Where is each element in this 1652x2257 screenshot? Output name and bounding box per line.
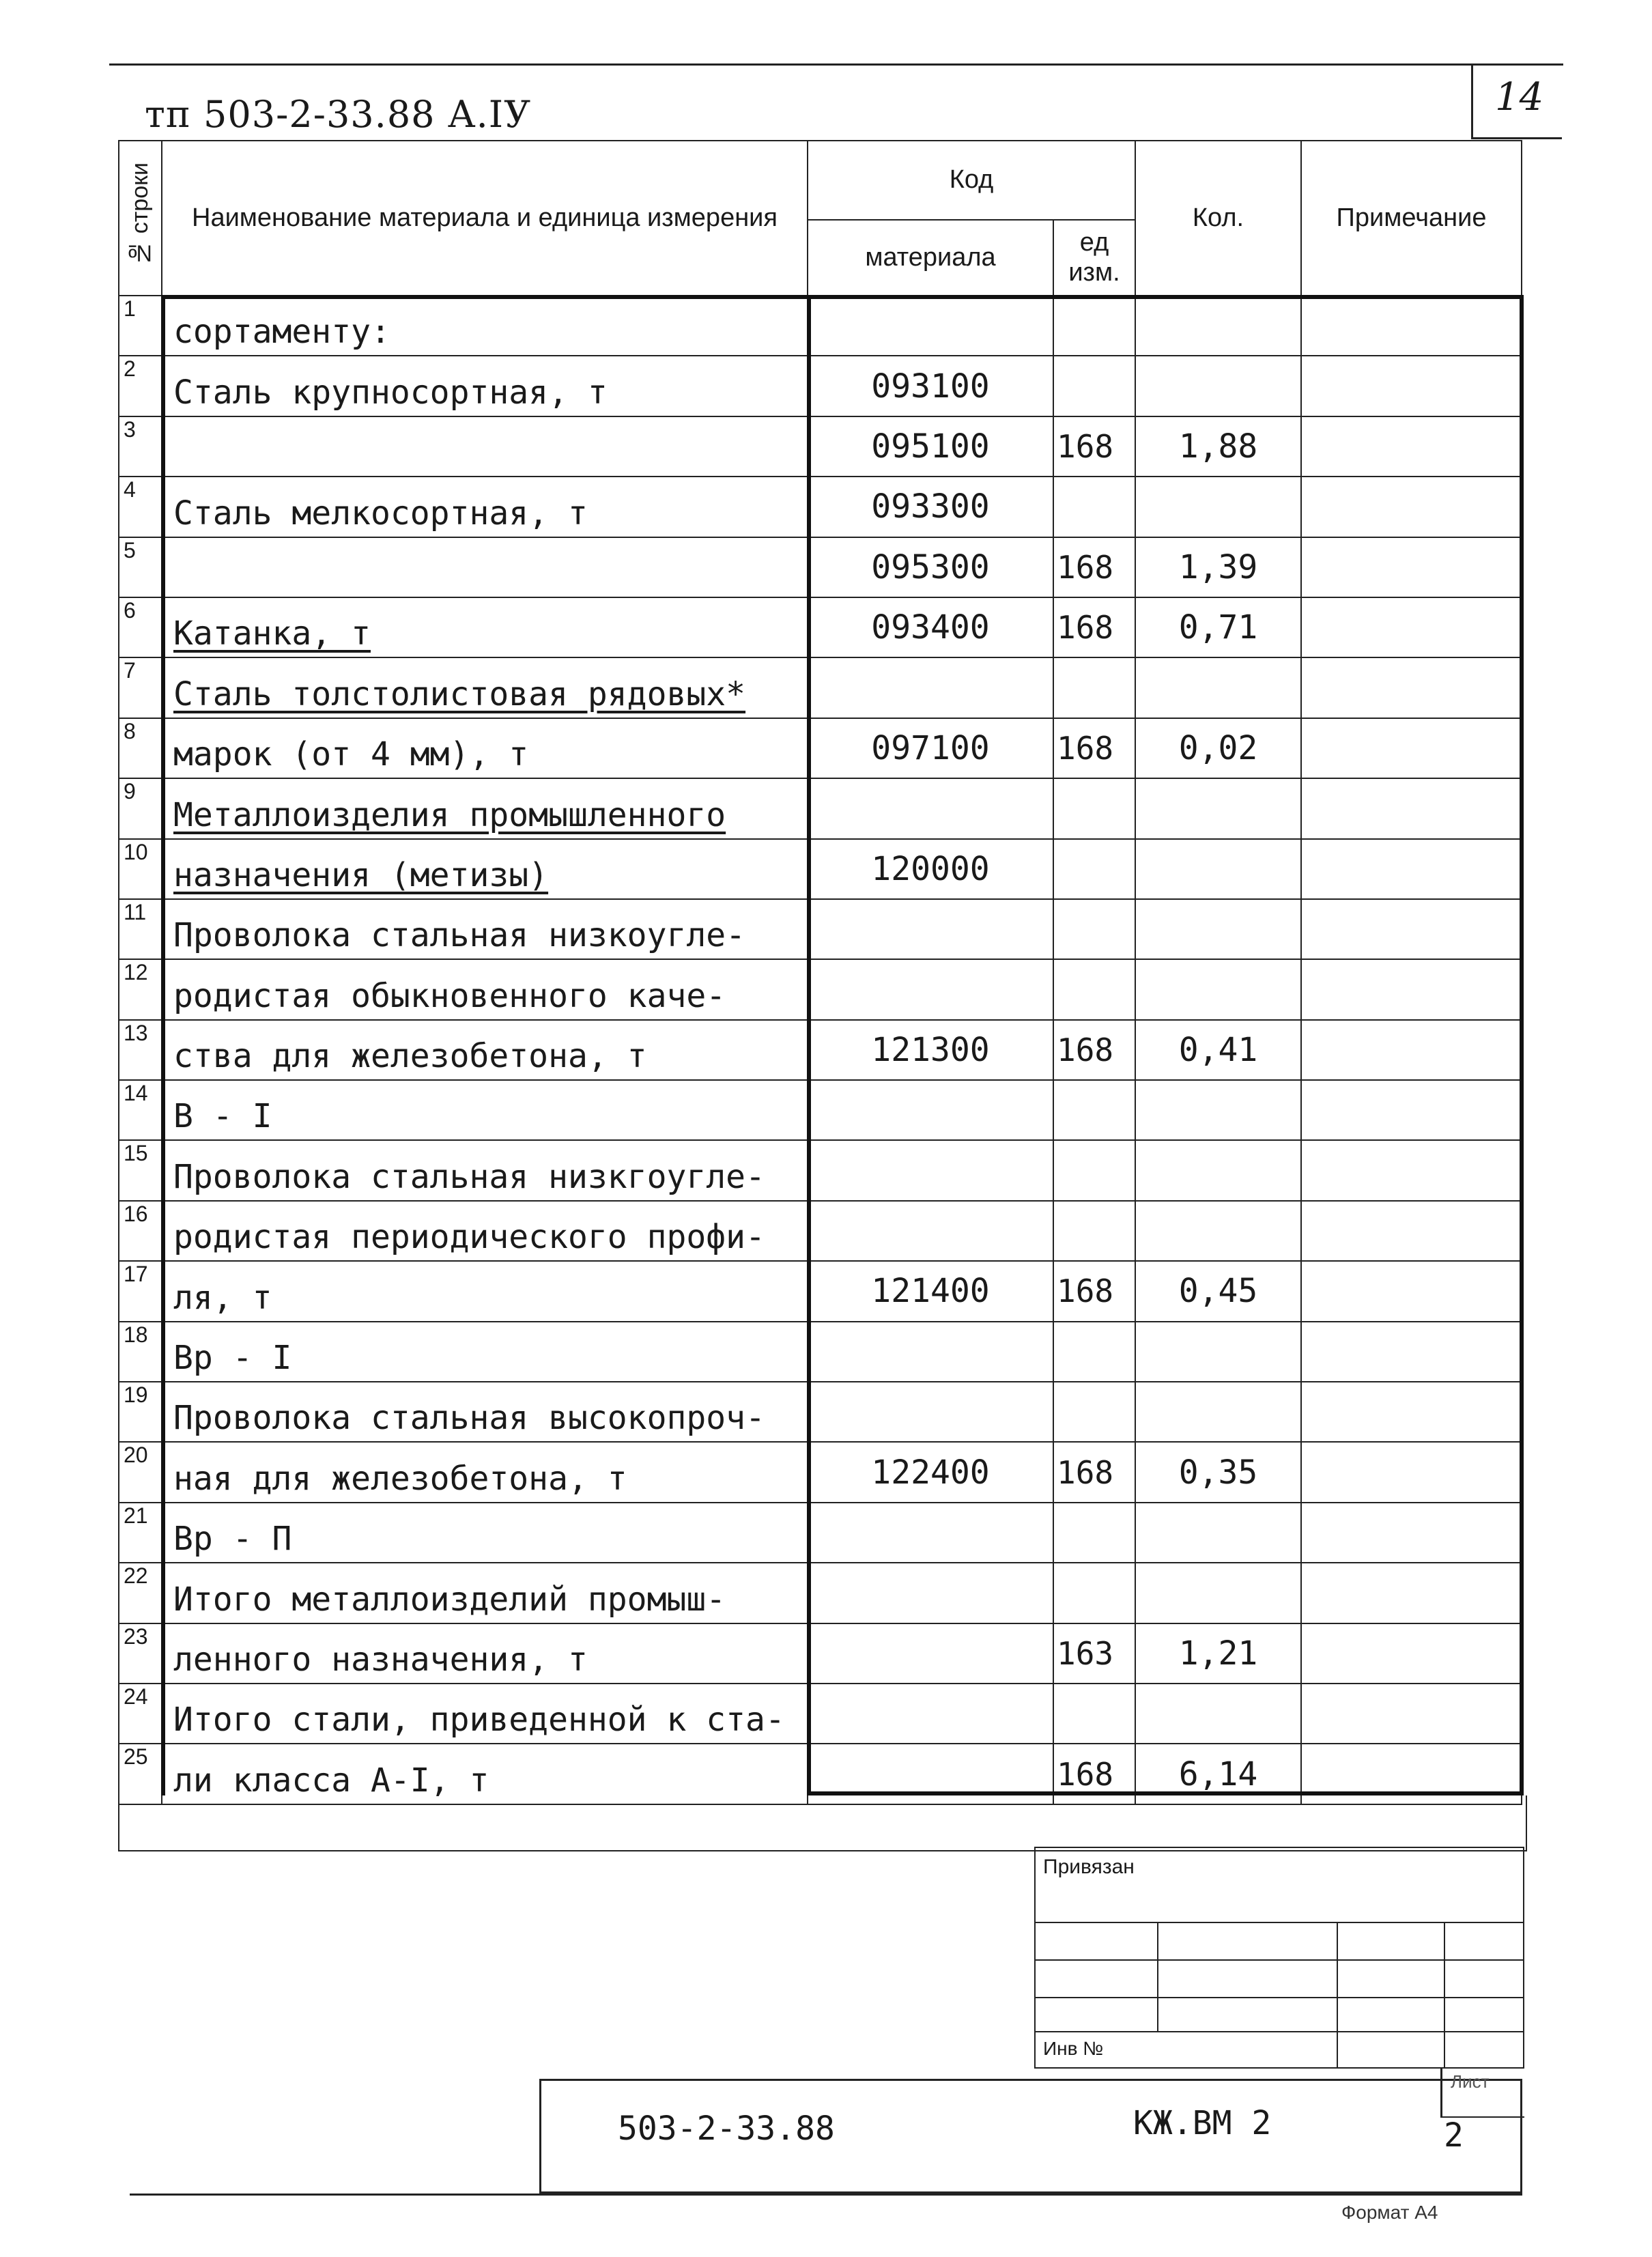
material-name-cell-text: ства для железобетона, т [173, 1037, 647, 1076]
material-code-cell-text: 121300 [871, 1030, 990, 1069]
material-name-cell-text: ленного назначения, т [173, 1640, 588, 1679]
stamp-divider [1157, 1922, 1158, 2031]
code-block-frame [807, 295, 1524, 1795]
header-note: Примечание [1301, 141, 1522, 296]
material-code-cell-text: 095300 [871, 548, 990, 586]
material-code-cell-text: 093100 [871, 367, 990, 406]
material-name-cell-text: Проволока стальная низкгоугле- [173, 1157, 765, 1196]
material-name-cell [162, 1020, 808, 1080]
inventory-label: Инв № [1043, 2038, 1104, 2059]
row-number-cell-text: 17 [124, 1262, 148, 1287]
row-number-cell-text: 18 [124, 1322, 148, 1347]
row-number-cell [119, 1563, 162, 1623]
quantity-cell-text: 0,45 [1178, 1272, 1258, 1311]
sheet-label: Лист [1451, 2071, 1490, 2092]
material-name-cell [162, 597, 808, 657]
material-name-cell-text: сортаменту: [173, 313, 390, 352]
material-name-cell-text: марок (от 4 мм), т [173, 735, 529, 774]
material-name-cell [162, 356, 808, 416]
header-code-group: Код [808, 141, 1135, 220]
material-name-cell-text: родистая обыкновенного каче- [173, 976, 726, 1015]
row-number-cell [119, 718, 162, 778]
stamp-line [1034, 1922, 1524, 1923]
unit-code-cell-text: 168 [1057, 1453, 1114, 1491]
row-number-cell [119, 1442, 162, 1502]
material-name-cell-text: назначения (метизы) [173, 855, 549, 894]
row-number-cell-text: 3 [124, 416, 136, 442]
row-number-cell [119, 1322, 162, 1382]
stamp-line [1034, 1997, 1524, 1998]
material-name-cell-text: ли класса А-I, т [173, 1761, 489, 1800]
material-name-cell [162, 416, 808, 477]
material-name-cell-text: Сталь мелкосортная, т [173, 494, 588, 533]
row-number-cell-text: 16 [124, 1201, 148, 1226]
header-row-number: № строки [119, 141, 162, 296]
material-name-cell [162, 1201, 808, 1261]
row-number-cell [119, 1261, 162, 1321]
row-number-cell [119, 1684, 162, 1744]
row-number-cell-text: 20 [124, 1443, 148, 1468]
material-name-cell-text: Сталь крупносортная, т [173, 373, 608, 412]
row-number-cell [119, 1080, 162, 1140]
row-number-cell-text: 6 [124, 597, 136, 623]
top-rule [109, 63, 1563, 66]
row-number-cell-text: 15 [124, 1141, 148, 1166]
row-number-cell [119, 1623, 162, 1684]
material-name-cell [162, 1140, 808, 1200]
row-number-cell [119, 778, 162, 838]
material-name-cell-text: Итого металлоизделий промыш- [173, 1580, 726, 1619]
row-number-cell [119, 657, 162, 718]
quantity-cell-text: 6,14 [1178, 1755, 1258, 1793]
unit-code-cell-text: 168 [1057, 729, 1114, 767]
format-label: Формат А4 [1341, 2202, 1438, 2223]
material-name-cell-text: родистая периодического профи- [173, 1218, 765, 1257]
quantity-cell-text: 0,71 [1178, 608, 1258, 647]
attached-label: Привязан [1043, 1856, 1135, 1878]
row-number-cell [119, 416, 162, 477]
row-number-cell-text: 22 [124, 1563, 148, 1589]
row-number-cell-text: 14 [124, 1081, 148, 1106]
material-name-cell [162, 899, 808, 959]
row-number-cell [119, 1503, 162, 1563]
material-code-cell-text: 120000 [871, 849, 990, 888]
material-name-cell [162, 296, 808, 356]
row-number-cell [119, 1140, 162, 1200]
row-number-cell-text: 10 [124, 839, 148, 864]
material-name-cell [162, 778, 808, 838]
row-number-cell [119, 1382, 162, 1442]
unit-code-cell-text: 168 [1057, 1031, 1114, 1068]
row-number-cell [119, 1020, 162, 1080]
material-name-cell-text: ля, т [173, 1278, 272, 1317]
row-number-cell [119, 959, 162, 1019]
material-name-cell [162, 1503, 808, 1563]
unit-code-cell-text: 168 [1057, 427, 1114, 465]
material-name-cell [162, 1382, 808, 1442]
table-body-left-border [161, 295, 165, 1795]
header-name: Наименование материала и единица измерения [162, 141, 808, 296]
row-number-cell [119, 296, 162, 356]
header-code-material: материала [808, 220, 1053, 296]
title-block-mark: КЖ.ВМ 2 [1133, 2104, 1272, 2142]
material-name-cell-text: Проволока стальная низкоугле- [173, 916, 746, 955]
material-code-cell-text: 097100 [871, 728, 990, 767]
material-name-cell-text: ная для железобетона, т [173, 1459, 627, 1498]
row-number-cell [119, 1201, 162, 1261]
material-name-cell [162, 1623, 808, 1684]
quantity-cell-text: 0,35 [1178, 1453, 1258, 1492]
lower-frame [118, 1795, 1527, 1851]
unit-code-cell-text: 168 [1057, 548, 1114, 586]
unit-code-cell-text: 163 [1057, 1634, 1114, 1672]
stamp-line [1034, 1959, 1524, 1961]
row-number-cell [119, 356, 162, 416]
row-number-cell-text: 21 [124, 1503, 148, 1528]
row-number-cell-text: 2 [124, 356, 136, 382]
row-number-cell-text: 4 [124, 477, 136, 502]
unit-code-cell-text: 168 [1057, 1755, 1114, 1793]
row-number-cell-text: 7 [124, 658, 136, 683]
page-number: 14 [1495, 75, 1544, 119]
material-name-cell-text: Сталь толстолистовая рядовых* [173, 675, 746, 713]
quantity-cell-text: 0,41 [1178, 1030, 1258, 1069]
row-number-cell [119, 899, 162, 959]
stamp-line [1034, 2031, 1524, 2032]
row-number-cell-text: 8 [124, 718, 136, 743]
material-name-cell-text: Итого стали, приведенной к ста- [173, 1701, 785, 1740]
material-name-cell-text: Металлоизделия промышленного [173, 795, 726, 834]
row-number-cell-text: 23 [124, 1623, 148, 1649]
quantity-cell-text: 1,88 [1178, 427, 1258, 466]
material-code-cell-text: 093400 [871, 608, 990, 647]
row-number-cell-text: 1 [124, 296, 136, 321]
material-code-cell-text: 095100 [871, 427, 990, 466]
bottom-rule [130, 2194, 1522, 2196]
material-name-cell [162, 1684, 808, 1744]
title-block-doc-code: 503-2-33.88 [618, 2110, 835, 2148]
row-number-cell [119, 537, 162, 597]
material-name-cell [162, 657, 808, 718]
row-number-cell-text: 13 [124, 1020, 148, 1045]
material-name-cell-text: Вр - I [173, 1339, 292, 1378]
unit-code-cell-text: 168 [1057, 1273, 1114, 1310]
quantity-cell-text: 1,39 [1178, 548, 1258, 586]
row-number-cell [119, 597, 162, 657]
row-number-cell-text: 5 [124, 537, 136, 563]
row-number-cell-text: 11 [124, 899, 147, 924]
material-name-cell [162, 1322, 808, 1382]
header-code-unit: ед изм. [1053, 220, 1135, 296]
material-name-cell [162, 477, 808, 537]
material-name-cell [162, 1261, 808, 1321]
document-title: тп 503-2-33.88 А.IУ [145, 93, 532, 136]
header-quantity: Кол. [1135, 141, 1301, 296]
material-code-cell-text: 121400 [871, 1272, 990, 1311]
material-name-cell [162, 1563, 808, 1623]
row-number-cell [119, 839, 162, 899]
material-name-cell [162, 537, 808, 597]
row-number-cell-text: 24 [124, 1684, 148, 1709]
material-name-cell-text: Проволока стальная высокопроч- [173, 1399, 765, 1438]
row-number-cell-text: 9 [124, 779, 136, 804]
stamp-divider [1337, 1922, 1338, 2069]
material-name-cell-text: Катанка, т [173, 614, 371, 653]
row-number-cell [119, 477, 162, 537]
material-name-cell-text: В - I [173, 1097, 272, 1136]
material-code-cell-text: 122400 [871, 1453, 990, 1492]
quantity-cell-text: 1,21 [1178, 1634, 1258, 1673]
stamp-divider [1444, 1922, 1445, 2069]
material-name-cell [162, 718, 808, 778]
material-name-cell [162, 959, 808, 1019]
sheet-number: 2 [1444, 2116, 1464, 2155]
row-number-cell-text: 19 [124, 1382, 148, 1408]
material-code-cell-text: 093300 [871, 487, 990, 526]
quantity-cell-text: 0,02 [1178, 728, 1258, 767]
material-name-cell [162, 1080, 808, 1140]
material-name-cell [162, 1442, 808, 1502]
unit-code-cell-text: 168 [1057, 609, 1114, 647]
row-number-cell-text: 25 [124, 1744, 148, 1770]
material-name-cell [162, 839, 808, 899]
row-number-cell-text: 12 [124, 960, 148, 985]
material-name-cell-text: Вр - П [173, 1520, 292, 1559]
attachment-stamp [1034, 1847, 1524, 2069]
